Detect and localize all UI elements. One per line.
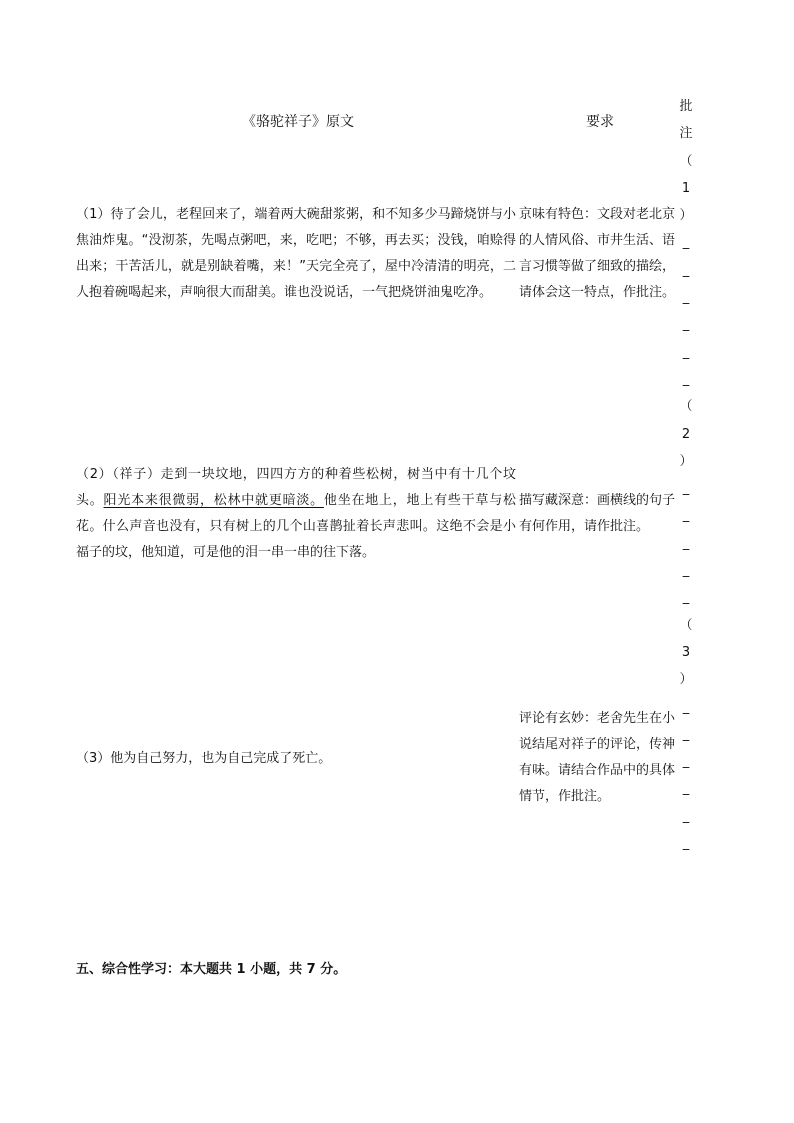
annotation-glyph: _ [682,235,690,251]
annotation-glyph: （ [679,153,693,169]
underlined-sentence: 阳光本来很微弱，松林中就更暗淡。 [103,493,324,508]
requirement-3: 评论有玄妙：老舍先生在小说结尾对祥子的评论，传神有味。请结合作品中的具体情节，作批注。 [519,711,676,804]
annotation-glyph: _ [682,699,690,715]
passage-2 [76,462,516,566]
requirement-2: 描写藏深意：画横线的句子有何作用，请作批注。 [519,493,676,534]
annotation-glyph: _ [682,781,690,797]
passage-number: （2） [76,467,113,482]
annotation-glyph: _ [682,590,690,606]
passage-text-before: （祥子）走到一块坟地，四四方方的种着些松树，树当中有十几个坟头。 [76,467,516,508]
passage-3 [76,746,516,772]
annotation-glyph: ） [679,208,693,224]
annotation-glyph: _ [682,344,690,360]
annotation-glyph: ） [679,672,693,688]
annotation-glyph: _ [682,262,690,278]
passage-number: （1） [76,207,111,222]
annotation-glyph: ） [679,453,693,469]
requirement-1: 京味有特色：文段对老北京的人情风俗、市井生活、语言习惯等做了细致的描绘，请体会这一特点，作批注。 [519,207,676,300]
passage-number: （3） [76,751,111,766]
annotation-glyph: _ [682,371,690,387]
passage-1 [76,202,516,306]
annotation-glyph: _ [682,754,690,770]
passage-text: 他为自己努力，也为自己完成了死亡。 [110,751,332,766]
passage-text: 待了会儿，老程回来了，端着两大碗甜浆粥，和不知多少马蹄烧饼与小焦油炸鬼。“没沏茶，先喝点粥吧，来，吃吧；不够，再去买；没钱，咱赊得出来；干苦活儿，就是别缺着嘴，来！”天完全亮了，屋中冷清清的明亮，二人抱着碗喝起来，声响很大而甜美。谁也没说话，一气把烧饼油鬼吃净。 [76,207,516,300]
annotation-glyph: _ [682,290,690,306]
section-heading: 五、综合性学习：本大题共 1 小题，共 7 分。 [76,962,347,977]
passage-text-after: 他坐在地上，地上有些干草与松花。什么声音也没有，只有树上的几个山喜鹊扯着长声悲叫。这绝不会是小福子的坟，他知道，可是他的泪一串一串的往下落。 [76,493,516,560]
annotation-glyph: _ [682,808,690,824]
requirement-column-header: 要求 [586,114,614,130]
annotation-glyph: _ [682,481,690,497]
annotation-glyph: _ [682,836,690,852]
annotation-glyph: 批 [679,99,693,114]
annotation-glyph: （ [679,399,693,415]
annotation-glyph: _ [682,317,690,333]
annotation-glyph: （ [679,617,693,633]
annotation-glyph: 3 [681,644,691,660]
annotation-glyph: 2 [681,426,691,442]
annotation-glyph: _ [682,726,690,742]
original-text-column-header: 《骆驼祥子》原文 [242,114,354,130]
annotation-column [678,98,694,862]
annotation-glyph: _ [682,563,690,579]
annotation-glyph: 注 [679,126,693,142]
annotation-glyph: _ [682,535,690,551]
annotation-glyph: 1 [681,180,691,196]
annotation-glyph: _ [682,508,690,524]
